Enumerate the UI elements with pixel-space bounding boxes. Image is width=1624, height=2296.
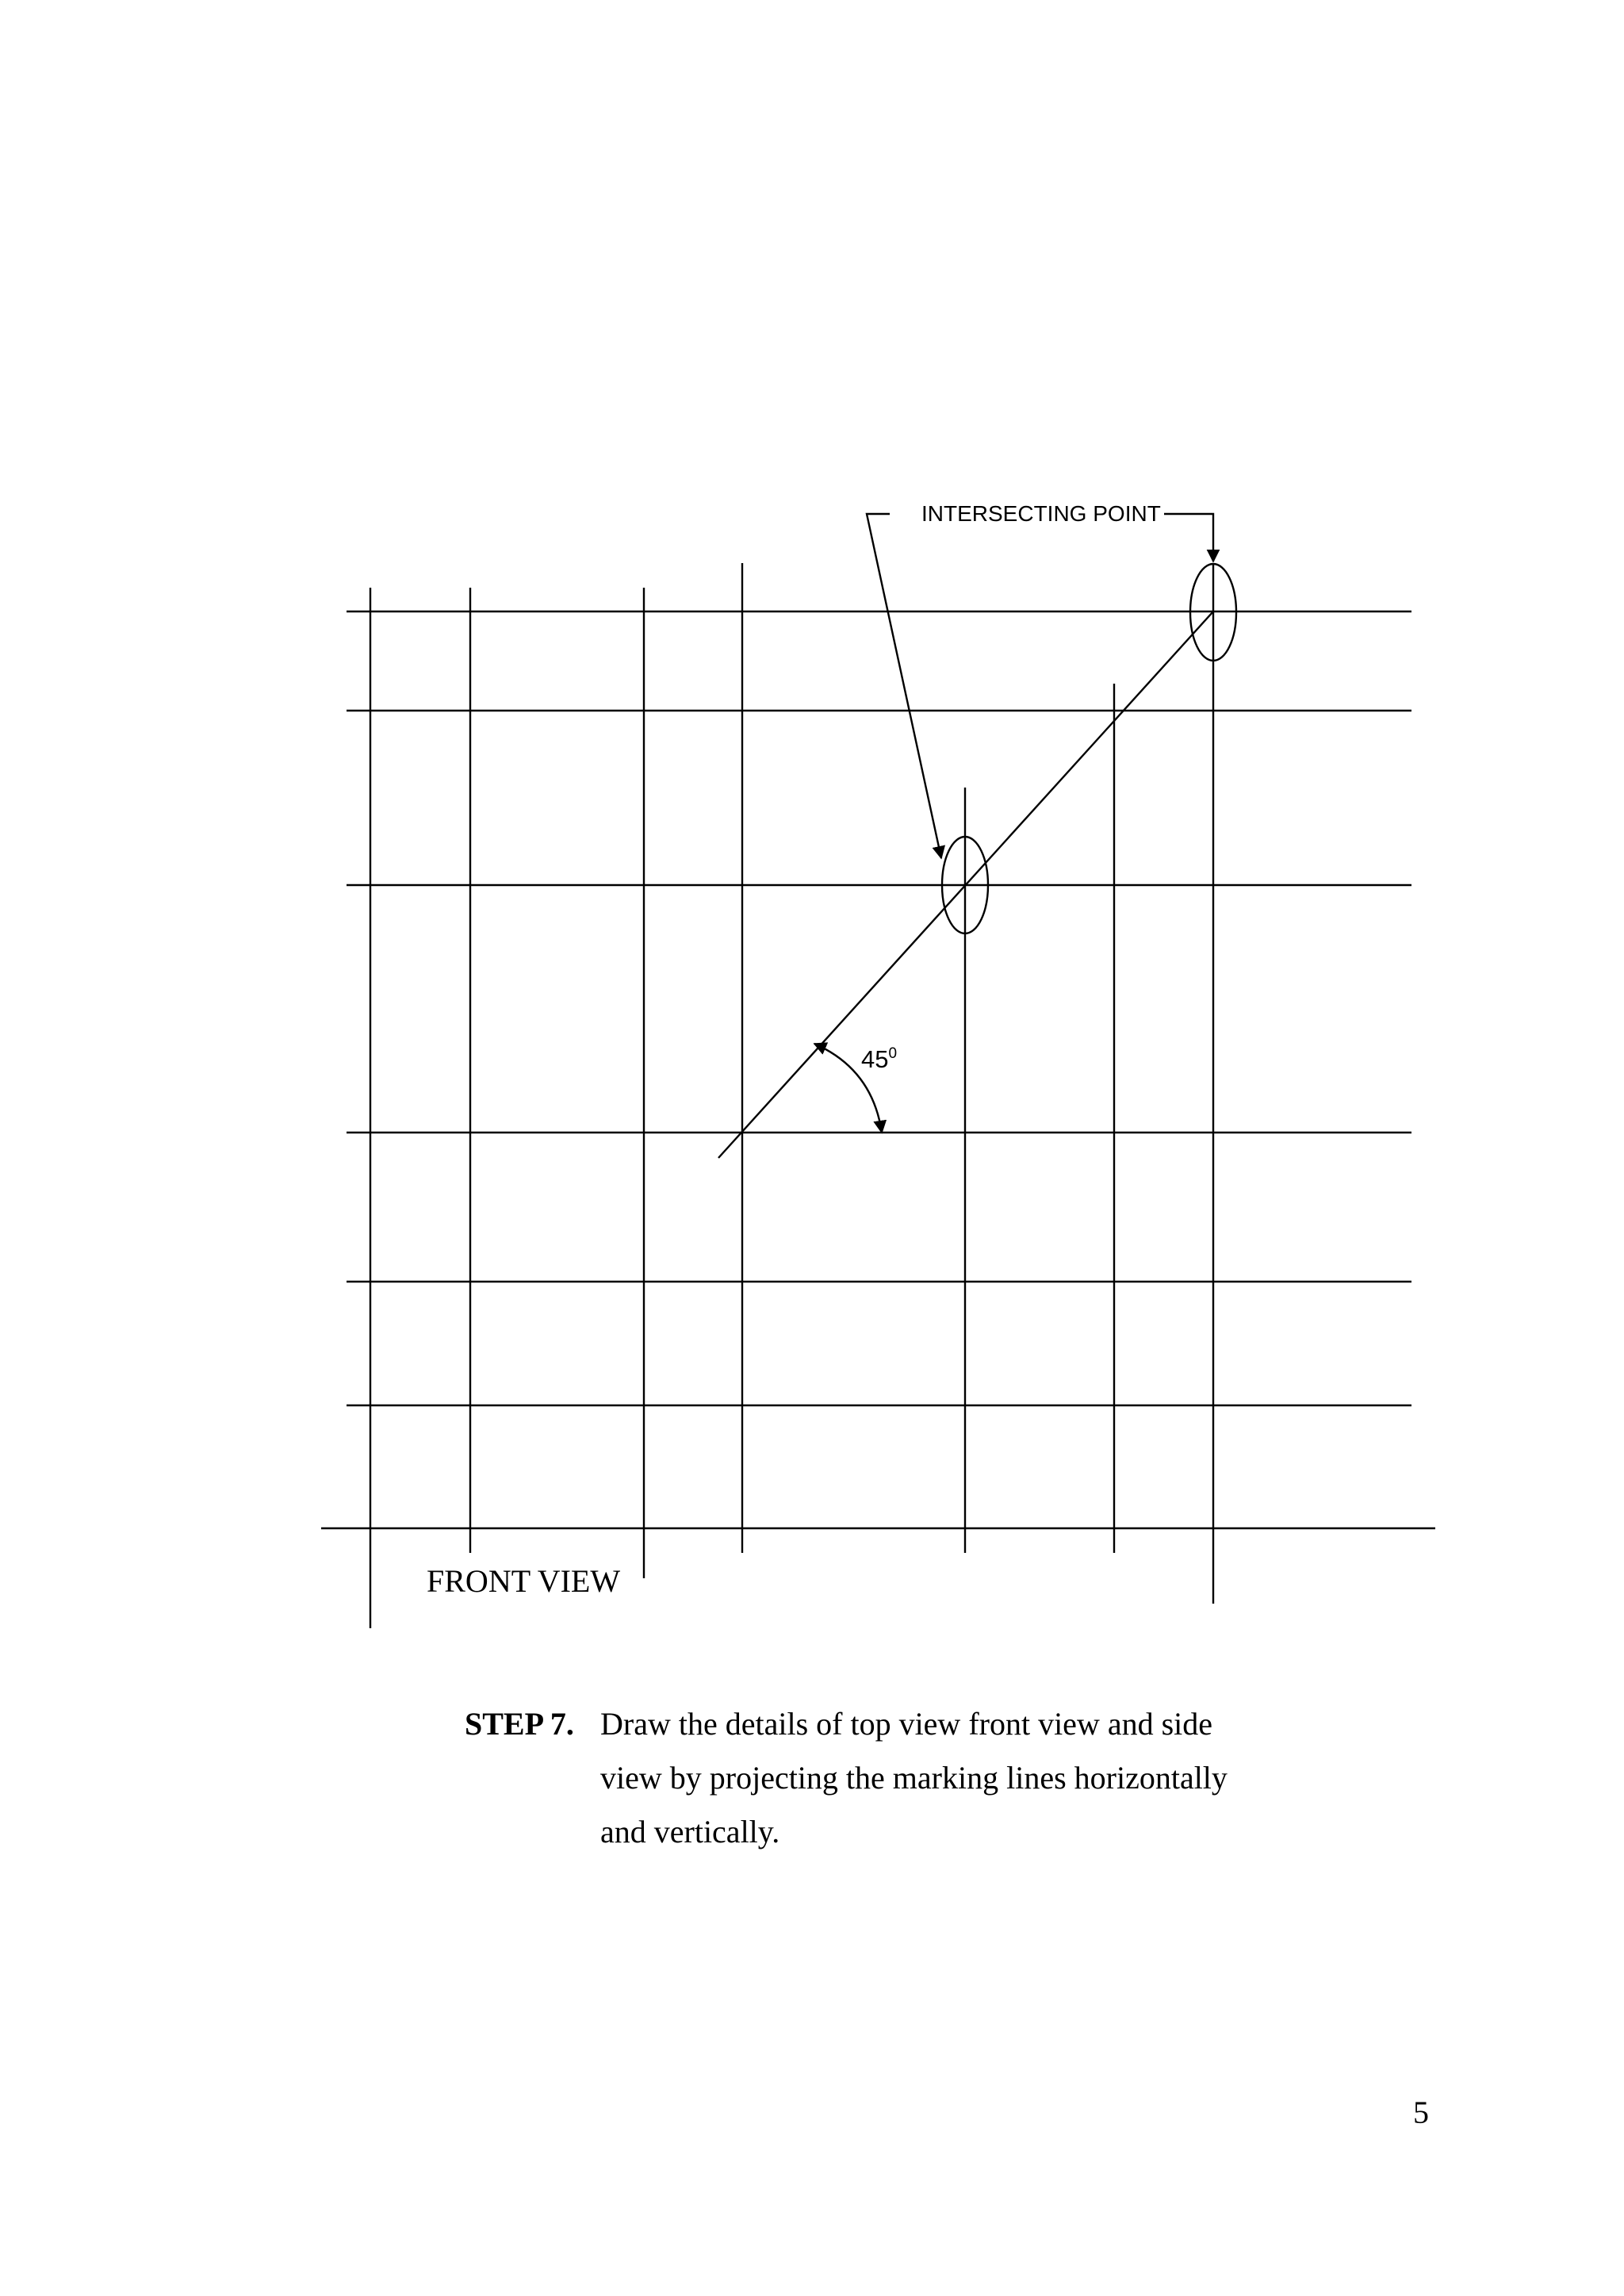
view-label: FRONT VIEW	[427, 1563, 621, 1599]
step-body	[600, 1697, 1416, 1859]
callout-leader-right	[1164, 514, 1213, 562]
step-line: view by projecting the marking lines horizontally	[600, 1760, 1228, 1796]
angle-label	[861, 1045, 897, 1073]
step-label: STEP 7.	[465, 1706, 574, 1742]
callout-leader-left	[867, 514, 941, 858]
step-line: Draw the details of top view front view and side	[600, 1706, 1213, 1742]
angle-degree-superscript: 0	[888, 1045, 898, 1062]
page-number: 5	[1413, 2095, 1429, 2130]
angle-value: 45	[861, 1045, 889, 1073]
step-line: and vertically.	[600, 1814, 780, 1849]
step-instruction	[465, 1697, 1416, 1859]
callout-label: INTERSECTING POINT	[921, 501, 1161, 526]
